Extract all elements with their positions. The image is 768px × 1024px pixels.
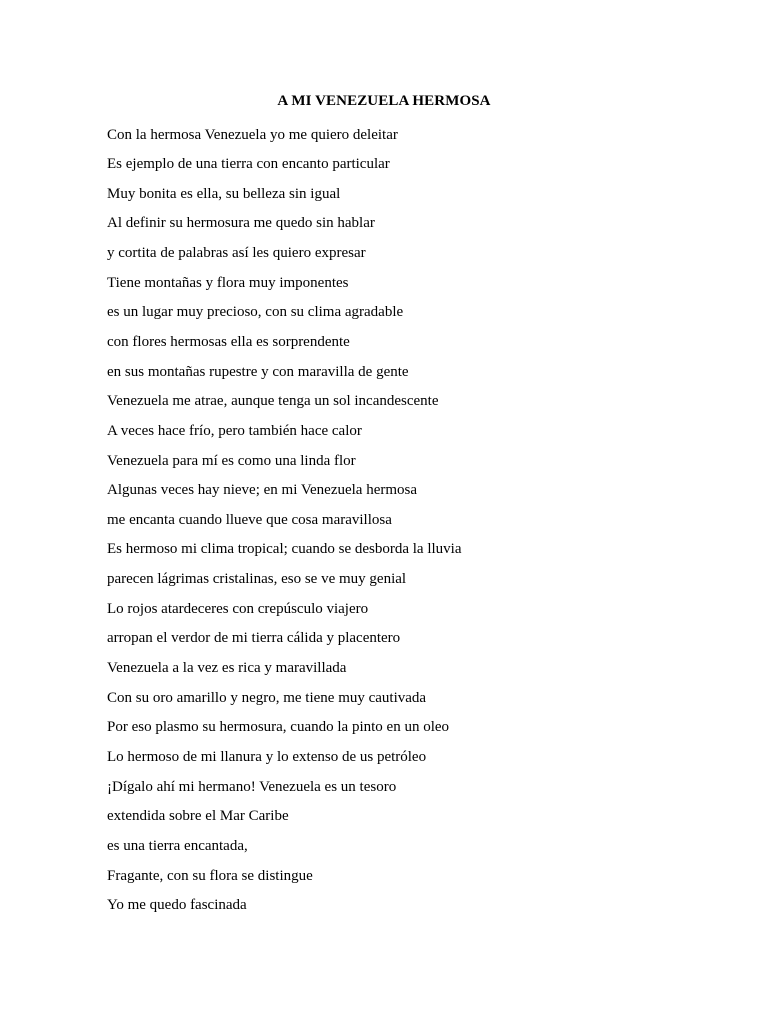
poem-body [107,121,667,921]
poem-line: arropan el verdor de mi tierra cálida y placentero [107,630,401,647]
poem-line: y cortita de palabras así les quiero expresar [107,245,366,262]
poem-line: es un lugar muy precioso, con su clima agradable [107,304,404,321]
poem-line: Tiene montañas y flora muy imponentes [107,274,349,291]
poem-line: Por eso plasmo su hermosura, cuando la pinto en un oleo [107,719,450,736]
poem-line: en sus montañas rupestre y con maravilla de gente [107,363,409,380]
poem-line: Venezuela me atrae, aunque tenga un sol incandescente [107,393,439,410]
poem-line: Lo rojos atardeceres con crepúsculo viajero [107,600,369,617]
poem-line: Fragante, con su flora se distingue [107,867,313,884]
poem-line: Venezuela para mí es como una linda flor [107,452,356,469]
poem-line: Con la hermosa Venezuela yo me quiero deleitar [107,126,398,143]
poem-line: Con su oro amarillo y negro, me tiene muy cautivada [107,689,427,706]
poem-line: A veces hace frío, pero también hace calor [107,422,362,439]
poem-line: Es ejemplo de una tierra con encanto particular [107,156,390,173]
poem-line: Lo hermoso de mi llanura y lo extenso de us petróleo [107,748,427,765]
poem-line: Al definir su hermosura me quedo sin hablar [107,215,375,232]
poem-line: Es hermoso mi clima tropical; cuando se desborda la lluvia [107,541,462,558]
poem-line: ¡Dígalo ahí mi hermano! Venezuela es un tesoro [107,778,397,795]
poem-line: Yo me quedo fascinada [107,897,247,914]
poem-line: Venezuela a la vez es rica y maravillada [107,660,347,677]
poem-line: me encanta cuando llueve que cosa maravillosa [107,511,392,528]
poem-title: A MI VENEZUELA HERMOSA [277,93,491,109]
poem-line: parecen lágrimas cristalinas, eso se ve muy genial [107,571,407,588]
poem-line: Muy bonita es ella, su belleza sin igual [107,185,341,202]
poem-line: Algunas veces hay nieve; en mi Venezuela hermosa [107,482,418,499]
poem-line: extendida sobre el Mar Caribe [107,808,289,825]
poem-line: es una tierra encantada, [107,837,248,854]
poem-line: con flores hermosas ella es sorprendente [107,333,350,350]
